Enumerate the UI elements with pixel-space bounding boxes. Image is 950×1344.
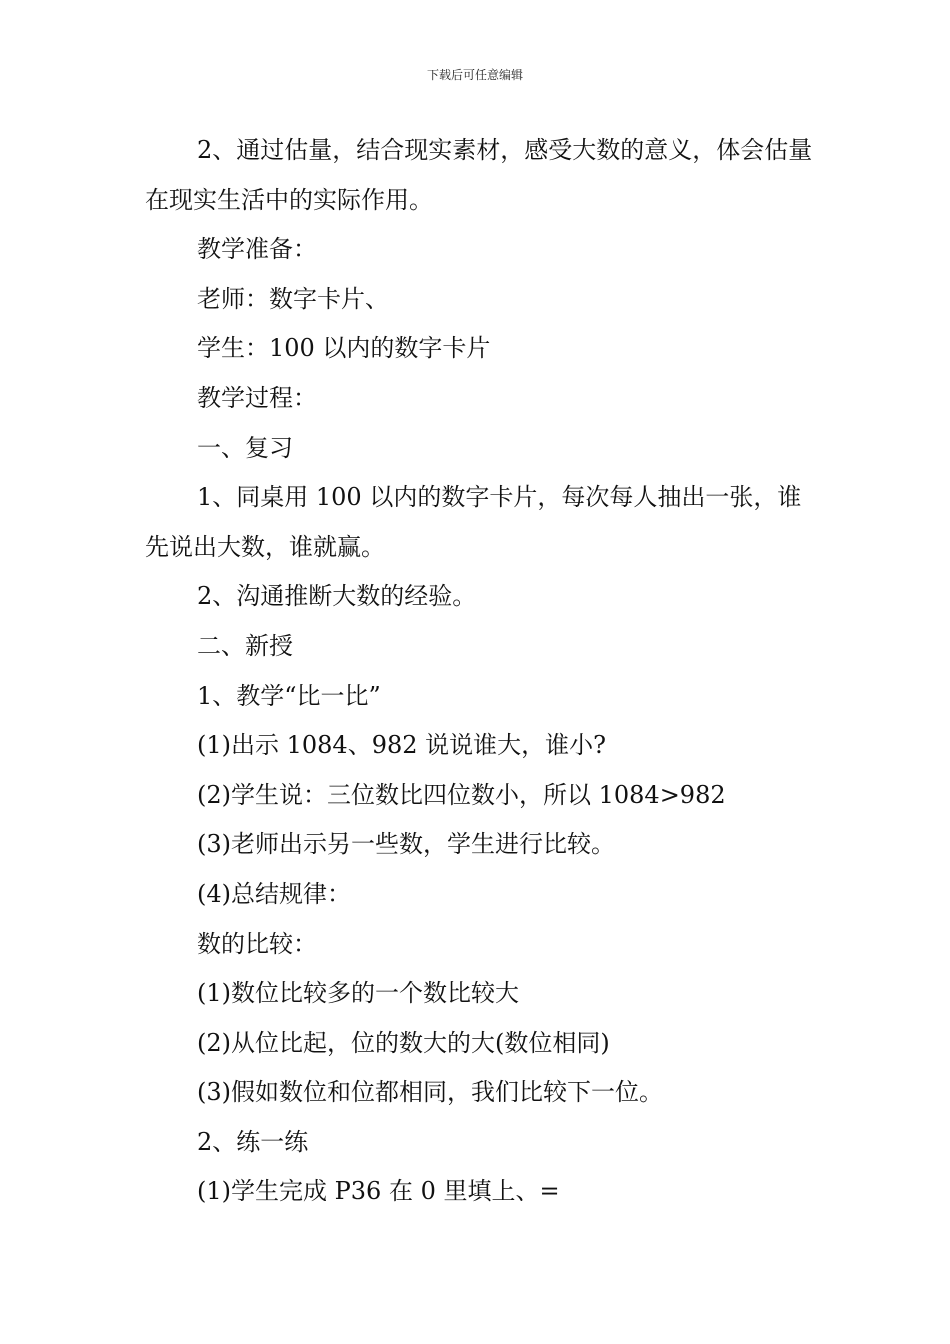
paragraph: (1)数位比较多的一个数比较大 (197, 979, 519, 1008)
paragraph: 2、沟通推断大数的经验。 (197, 582, 477, 611)
paragraph: 教学过程： (197, 383, 317, 412)
paragraph: (1)出示 1084、982 说说谁大，谁小? (197, 731, 607, 760)
paragraph: 学生：100 以内的数字卡片 (197, 334, 491, 363)
paragraph: 数的比较： (197, 929, 317, 958)
paragraph: (4)总结规律： (197, 879, 351, 908)
paragraph: (3)老师出示另一些数，学生进行比较。 (197, 830, 615, 859)
paragraph: 1、同桌用 100 以内的数字卡片，每次每人抽出一张，谁先说出大数，谁就赢。 (145, 483, 802, 561)
paragraph: 教学准备： (197, 235, 317, 264)
paragraph: 二、新授 (197, 631, 293, 660)
document-body (145, 126, 813, 1217)
paragraph: 1、教学“比一比” (197, 681, 381, 710)
paragraph: (1)学生完成 P36 在 0 里填上、= (197, 1177, 560, 1206)
paragraph: (2)学生说：三位数比四位数小，所以 1084>982 (197, 780, 726, 809)
paragraph: 一、复习 (197, 433, 293, 462)
paragraph: 2、练一练 (197, 1127, 309, 1156)
paragraph: 2、通过估量，结合现实素材，感受大数的意义，体会估量在现实生活中的实际作用。 (145, 136, 813, 214)
paragraph: (3)假如数位和位都相同，我们比较下一位。 (197, 1078, 663, 1107)
paragraph: (2)从位比起，位的数大的大(数位相同) (197, 1028, 610, 1057)
page-header: 下载后可任意编辑 (426, 68, 523, 82)
paragraph: 老师：数字卡片、 (197, 284, 389, 313)
